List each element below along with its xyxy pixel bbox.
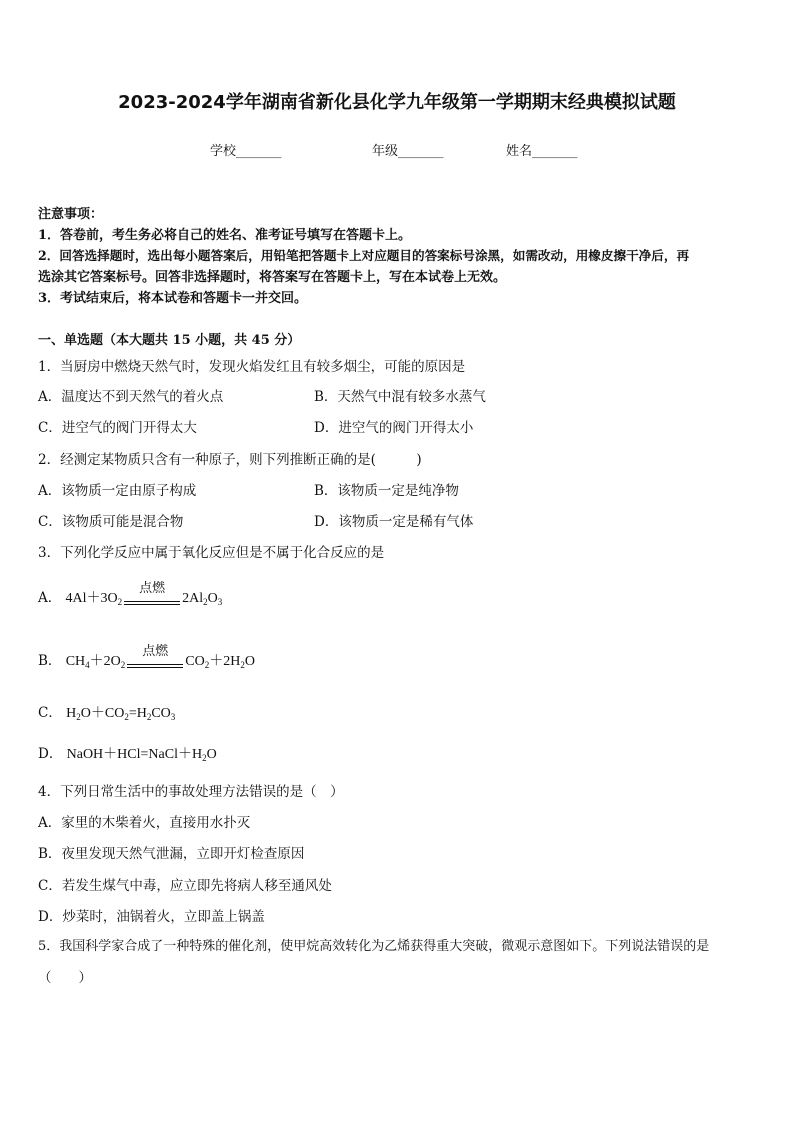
question-1-option-d: D．进空气的阀门开得太小 xyxy=(314,420,474,436)
name-field: 姓名_______ xyxy=(506,144,578,159)
notice-item: 选涂其它答案标号。回答非选择题时，将答案写在答题卡上，写在本试卷上无效。 xyxy=(38,270,507,285)
question-3-option-c xyxy=(38,701,175,722)
question-5-stem: 5．我国科学家合成了一种特殊的催化剂，使甲烷高效转化为乙烯获得重大突破，微观示意图如下。下列说法错误的是 xyxy=(38,939,710,954)
grade-field: 年级_______ xyxy=(372,144,444,159)
question-2-option-c: C．该物质可能是混合物 xyxy=(38,514,184,530)
question-2-option-a: A．该物质一定由原子构成 xyxy=(38,483,197,499)
question-3-option-a xyxy=(38,581,223,607)
notice-heading: 注意事项： xyxy=(38,207,104,222)
option-label: D． xyxy=(38,746,63,762)
reaction-arrow: 点燃 xyxy=(124,591,180,607)
page-title: 2023-2024学年湖南省新化县化学九年级第一学期期末经典模拟试题 xyxy=(118,92,676,113)
question-4-option-d: D．炒菜时，油锅着火，立即盖上锅盖 xyxy=(38,909,265,925)
question-2-option-d: D．该物质一定是稀有气体 xyxy=(314,514,474,530)
school-field: 学校_______ xyxy=(210,144,282,159)
notice-item: 3．考试结束后，将本试卷和答题卡一并交回。 xyxy=(38,291,308,306)
question-1-option-b: B．天然气中混有较多水蒸气 xyxy=(314,389,486,405)
notice-item: 2．回答选择题时，选出每小题答案后，用铅笔把答题卡上对应题目的答案标号涂黑，如需改动，用橡皮擦干净后，再 xyxy=(38,248,690,263)
question-2-stem: 2．经测定某物质只含有一种原子，则下列推断正确的是( ) xyxy=(38,452,422,468)
question-3-option-d xyxy=(38,742,217,763)
question-2-option-b: B．该物质一定是纯净物 xyxy=(314,483,459,499)
question-3-option-b xyxy=(38,644,255,670)
question-1-option-a: A．温度达不到天然气的着火点 xyxy=(38,389,224,405)
option-label: A． xyxy=(38,590,62,606)
question-4-option-c: C．若发生煤气中毒，应立即先将病人移至通风处 xyxy=(38,878,332,894)
question-1-stem: 1．当厨房中燃烧天然气时，发现火焰发红且有较多烟尘，可能的原因是 xyxy=(38,359,466,375)
question-5-stem-continued: （ ） xyxy=(38,970,92,986)
notice-item: 1．答卷前，考生务必将自己的姓名、准考证号填写在答题卡上。 xyxy=(38,228,412,243)
question-4-stem: 4．下列日常生活中的事故处理方法错误的是（ ） xyxy=(38,784,344,800)
question-3-stem: 3．下列化学反应中属于氧化反应但是不属于化合反应的是 xyxy=(38,545,385,561)
section-heading: 一、单选题（本大题共 15 小题，共 45 分） xyxy=(38,333,301,348)
option-label: C． xyxy=(38,705,62,721)
equation-d: NaOH＋HCl=NaCl＋H $_2$ O xyxy=(66,747,217,763)
equation-b: CH $_4$ ＋2O $_2$ 点燃 CO $_2$ ＋2H $_2$ O xyxy=(65,644,255,670)
question-4-option-b: B．夜里发现天然气泄漏，立即开灯检查原因 xyxy=(38,846,305,862)
question-4-option-a: A．家里的木柴着火，直接用水扑灭 xyxy=(38,815,251,831)
equation-c: H $_2$ O＋CO $_2$ =H $_2$ CO $_3$ xyxy=(66,706,176,722)
question-1-option-c: C．进空气的阀门开得太大 xyxy=(38,420,197,436)
option-label: B． xyxy=(38,653,62,669)
reaction-arrow: 点燃 xyxy=(127,654,183,670)
equation-a: 4Al＋3O $_2$ 点燃 2Al $_2$ O $_3$ xyxy=(65,581,223,607)
